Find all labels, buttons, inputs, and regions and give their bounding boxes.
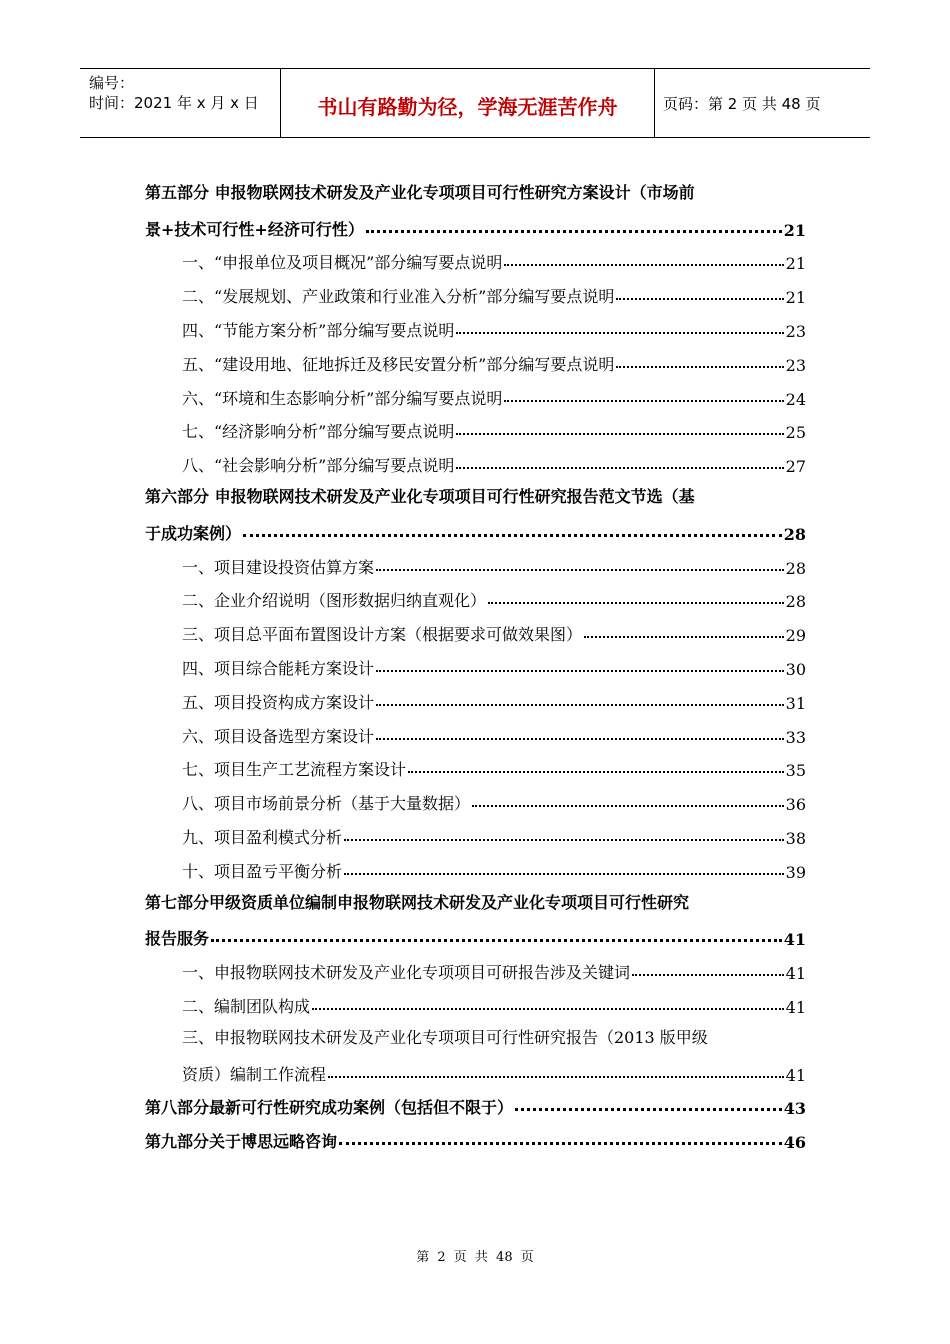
- document-number-label: 编号：: [89, 74, 135, 92]
- dot-leader: [616, 366, 783, 368]
- toc-entry[interactable]: [145, 882, 806, 916]
- toc-entry-page-number: 21: [783, 220, 806, 240]
- toc-entry[interactable]: [145, 1085, 806, 1119]
- dot-leader: [376, 670, 784, 672]
- dot-leader: [456, 467, 783, 469]
- toc-entry-label: 六、项目设备选型方案设计: [182, 726, 375, 746]
- toc-entry-label: 四、项目综合能耗方案设计: [182, 658, 375, 678]
- toc-entry-page-number: 21: [785, 288, 806, 308]
- toc-entry-label: 资质）编制工作流程: [182, 1064, 327, 1084]
- toc-entry-page-number: 33: [785, 727, 806, 747]
- dot-leader: [366, 230, 782, 233]
- header-meta: [80, 69, 281, 137]
- toc-entry[interactable]: [145, 916, 806, 950]
- dot-leader: [339, 1142, 782, 1145]
- toc-entry[interactable]: [145, 307, 806, 341]
- toc-entry[interactable]: [145, 341, 806, 375]
- toc-entry-label: 第六部分 申报物联网技术研发及产业化专项项目可行性研究报告范文节选（基: [145, 487, 695, 507]
- toc-entry-label: 二、编制团队构成: [182, 996, 311, 1016]
- dot-leader: [243, 534, 782, 537]
- toc-entry[interactable]: [145, 780, 806, 814]
- toc-entry[interactable]: [145, 240, 806, 274]
- toc-entry-label: 一、申报物联网技术研发及产业化专项项目可研报告涉及关键词: [182, 963, 631, 983]
- toc-entry[interactable]: [145, 645, 806, 679]
- toc-entry-label: 八、“社会影响分析”部分编写要点说明: [182, 456, 455, 476]
- toc-entry-label: 第八部分最新可行性研究成功案例（包括但不限于）: [145, 1098, 514, 1118]
- dot-leader: [472, 805, 784, 807]
- header-page-info: 页码：第 2 页 共 48 页: [663, 94, 821, 113]
- toc-entry[interactable]: [145, 611, 806, 645]
- toc-entry-page-number: 46: [783, 1133, 806, 1153]
- toc-entry[interactable]: [145, 510, 806, 544]
- toc-entry[interactable]: [145, 679, 806, 713]
- toc-entry[interactable]: [145, 949, 806, 983]
- toc-entry-page-number: 27: [785, 457, 806, 477]
- toc-entry-page-number: 28: [785, 558, 806, 578]
- toc-entry-page-number: 25: [785, 423, 806, 443]
- toc-entry-label: 第七部分甲级资质单位编制申报物联网技术研发及产业化专项项目可行性研究: [145, 892, 690, 912]
- toc-entry-page-number: 24: [785, 389, 806, 409]
- dot-leader: [376, 738, 784, 740]
- toc-entry-label: 第五部分 申报物联网技术研发及产业化专项项目可行性研究方案设计（市场前: [145, 183, 695, 202]
- dot-leader: [328, 1076, 784, 1078]
- dot-leader: [456, 433, 783, 435]
- toc-entry[interactable]: [145, 206, 806, 240]
- toc-entry[interactable]: [145, 713, 806, 747]
- dot-leader: [344, 839, 784, 841]
- toc-entry-label: 景+技术可行性+经济可行性）: [145, 219, 364, 239]
- toc-entry-label: 三、项目总平面布置图设计方案（根据要求可做效果图）: [182, 625, 583, 645]
- toc-entry[interactable]: [145, 476, 806, 510]
- dot-leader: [504, 264, 783, 266]
- toc-entry-label: 五、项目投资构成方案设计: [182, 692, 375, 712]
- dot-leader: [632, 974, 784, 976]
- toc-entry-page-number: 41: [783, 930, 806, 950]
- dot-leader: [312, 1008, 784, 1010]
- toc-entry-page-number: 38: [785, 828, 806, 848]
- toc-entry-label: 五、“建设用地、征地拆迁及移民安置分析”部分编写要点说明: [182, 354, 615, 374]
- toc-entry[interactable]: [145, 375, 806, 409]
- toc-entry-label: 一、“申报单位及项目概况”部分编写要点说明: [182, 253, 503, 273]
- toc-entry-page-number: 21: [785, 254, 806, 274]
- toc-entry[interactable]: [145, 848, 806, 882]
- header-motto: 书山有路勤为径，学海无涯苦作舟: [281, 69, 655, 137]
- dot-leader: [211, 939, 782, 942]
- toc-entry-label: 于成功案例）: [145, 523, 242, 543]
- toc-entry[interactable]: [145, 1017, 806, 1051]
- dot-leader: [616, 298, 783, 300]
- toc-entry-label: 三、申报物联网技术研发及产业化专项项目可行性研究报告（2013 版甲级: [182, 1027, 708, 1047]
- toc-entry-label: 一、项目建设投资估算方案: [182, 557, 375, 577]
- toc-entry-label: 八、项目市场前景分析（基于大量数据）: [182, 794, 471, 814]
- document-date-label: 时间：2021 年 x 月 x 日: [89, 94, 259, 112]
- toc-entry-page-number: 31: [785, 693, 806, 713]
- toc-entry-label: 七、项目生产工艺流程方案设计: [182, 760, 407, 780]
- toc-entry-page-number: 23: [785, 355, 806, 375]
- toc-entry[interactable]: [145, 1118, 806, 1152]
- toc-entry-page-number: 43: [783, 1099, 806, 1119]
- toc-entry-page-number: 41: [785, 964, 806, 984]
- dot-leader: [376, 704, 784, 706]
- toc-entry[interactable]: [145, 983, 806, 1017]
- toc-entry-page-number: 23: [785, 321, 806, 341]
- toc-entry-label: 九、项目盈利模式分析: [182, 827, 343, 847]
- toc-entry[interactable]: [145, 578, 806, 612]
- dot-leader: [408, 771, 784, 773]
- toc-entry[interactable]: [145, 409, 806, 443]
- toc-entry-page-number: 30: [785, 659, 806, 679]
- toc-entry-label: 第九部分关于博思远略咨询: [145, 1132, 338, 1152]
- dot-leader: [488, 602, 784, 604]
- page-footer: 第 2 页 共 48 页: [416, 1250, 534, 1265]
- toc-entry-page-number: 39: [785, 862, 806, 882]
- table-of-contents: [145, 172, 806, 1152]
- toc-entry-page-number: 41: [785, 1065, 806, 1085]
- toc-entry-label: 四、“节能方案分析”部分编写要点说明: [182, 320, 455, 340]
- toc-entry[interactable]: [145, 172, 806, 206]
- toc-entry[interactable]: [145, 1051, 806, 1085]
- toc-entry-label: 七、“经济影响分析”部分编写要点说明: [182, 422, 455, 442]
- toc-entry-page-number: 29: [785, 626, 806, 646]
- dot-leader: [376, 569, 784, 571]
- toc-entry-page-number: 41: [785, 997, 806, 1017]
- dot-leader: [456, 332, 783, 334]
- page-header: [80, 68, 870, 138]
- dot-leader: [504, 400, 783, 402]
- toc-entry-label: 十、项目盈亏平衡分析: [182, 861, 343, 881]
- dot-leader: [515, 1108, 782, 1111]
- toc-entry-page-number: 28: [783, 524, 806, 544]
- toc-entry-label: 报告服务: [145, 929, 210, 949]
- dot-leader: [584, 636, 784, 638]
- toc-entry[interactable]: [145, 442, 806, 476]
- toc-entry-label: 二、“发展规划、产业政策和行业准入分析”部分编写要点说明: [182, 287, 615, 307]
- toc-entry[interactable]: [145, 544, 806, 578]
- toc-entry[interactable]: [145, 747, 806, 781]
- toc-entry-page-number: 36: [785, 795, 806, 815]
- toc-entry[interactable]: [145, 814, 806, 848]
- toc-entry-page-number: 35: [785, 761, 806, 781]
- toc-entry-label: 二、企业介绍说明（图形数据归纳直观化）: [182, 591, 487, 611]
- dot-leader: [344, 873, 784, 875]
- toc-entry-page-number: 28: [785, 592, 806, 612]
- toc-entry[interactable]: [145, 273, 806, 307]
- toc-entry-label: 六、“环境和生态影响分析”部分编写要点说明: [182, 388, 503, 408]
